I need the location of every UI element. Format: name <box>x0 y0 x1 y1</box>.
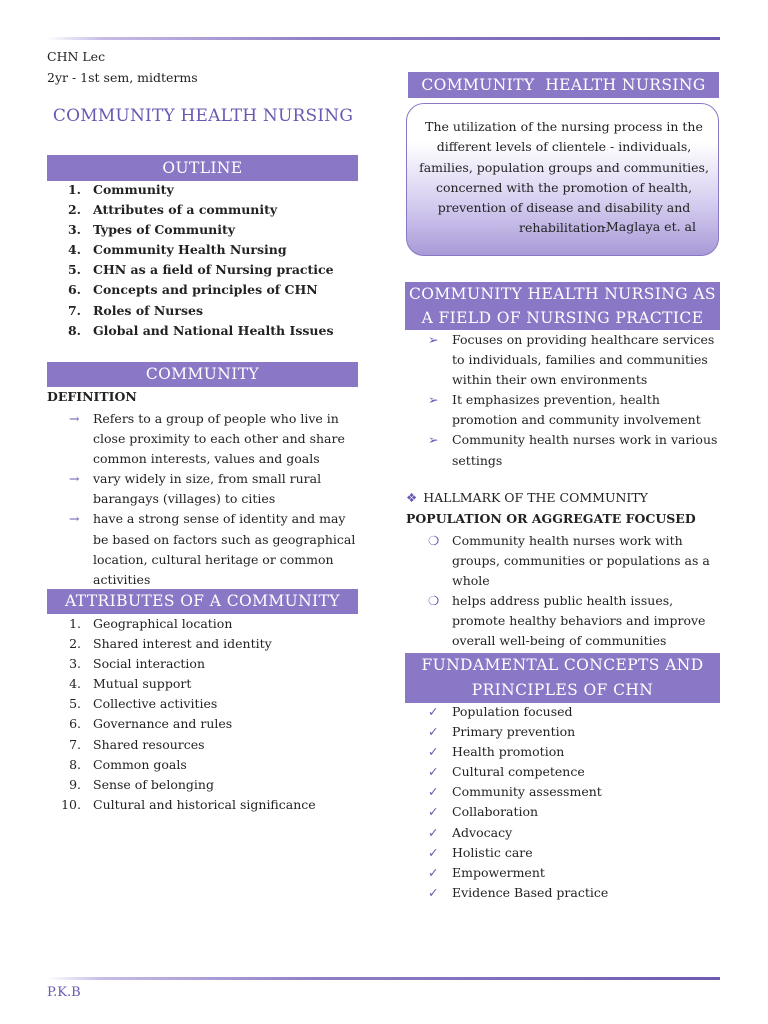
chn-definition-text: The utilization of the nursing process in the different levels of clientele - individuals, families, population groups and communities, concerned with the promotion of health, prevention of disease and disability and rehabilitation. <box>419 119 709 236</box>
outline-list <box>47 180 367 341</box>
attribute-item: 7. Shared resources <box>69 736 205 752</box>
field-heading-line2: A FIELD OF NURSING PRACTICE <box>421 309 704 327</box>
hallmark-bullet: ❍ helps address public health issues, promote healthy behaviors and improve overall well-being of communities <box>428 593 706 649</box>
check-icon: ✓ <box>428 784 439 800</box>
concepts-heading-line1: FUNDAMENTAL CONCEPTS AND <box>421 656 704 674</box>
hollow-circle-icon: ❍ <box>428 533 440 548</box>
field-heading <box>405 282 720 330</box>
right-arrow-icon: → <box>69 511 80 527</box>
outline-heading: OUTLINE <box>47 155 358 181</box>
term-label: 2yr - 1st sem, midterms <box>47 70 198 85</box>
bottom-divider <box>47 977 720 980</box>
field-heading-line1: COMMUNITY HEALTH NURSING AS <box>409 285 716 303</box>
concept-item: ✓ Collaboration <box>406 802 724 822</box>
footer-initials: P.K.B <box>47 985 81 1000</box>
population-subheading: POPULATION OR AGGREGATE FOCUSED <box>406 511 696 526</box>
top-divider <box>47 37 720 40</box>
attribute-item: 8. Common goals <box>69 756 187 772</box>
attribute-item: 4. Mutual support <box>69 676 192 692</box>
outline-item: 1. Community <box>67 182 174 197</box>
outline-item: 5. CHN as a field of Nursing practice <box>67 262 334 278</box>
triangle-arrow-icon: ➢ <box>428 432 439 448</box>
outline-item: 4. Community Health Nursing <box>67 242 287 258</box>
check-icon: ✓ <box>428 824 439 840</box>
four-diamond-icon: ❖ <box>406 490 418 505</box>
outline-item: 6. Concepts and principles of CHN <box>67 282 318 298</box>
outline-item: 8. Global and National Health Issues <box>67 322 334 338</box>
concepts-heading-line2: PRINCIPLES OF CHN <box>471 681 654 699</box>
right-arrow-icon: → <box>69 471 80 487</box>
outline-item: 2. Attributes of a community <box>67 202 278 218</box>
chn-heading: COMMUNITY HEALTH NURSING <box>408 72 719 98</box>
concept-item: ✓ Holistic care <box>406 843 724 863</box>
hallmark-bullet: ❍ Community health nurses work with groups, communities or populations as a whole <box>428 533 710 589</box>
check-icon: ✓ <box>428 744 439 760</box>
attribute-item: 10. Cultural and historical significance <box>61 796 316 812</box>
concept-item: ✓ Empowerment <box>406 863 724 883</box>
outline-item: 7. Roles of Nurses <box>67 302 204 318</box>
concept-item: ✓ Advocacy <box>406 823 724 843</box>
hallmark-list <box>406 531 724 652</box>
field-bullet: ➢ Focuses on providing healthcare services to individuals, families and communities within their own environments <box>428 332 715 388</box>
triangle-arrow-icon: ➢ <box>428 392 439 408</box>
triangle-arrow-icon: ➢ <box>428 332 439 347</box>
check-icon: ✓ <box>428 764 439 780</box>
hallmark-label: ❖ HALLMARK OF THE COMMUNITY <box>406 490 648 505</box>
concept-item: ✓ Cultural competence <box>406 762 724 782</box>
attribute-item: 3. Social interaction <box>69 656 206 672</box>
concept-item: ✓ Health promotion <box>406 742 724 762</box>
field-bullet: ➢ Community health nurses work in various settings <box>428 432 718 468</box>
definition-bullet: → have a strong sense of identity and may be based on factors such as geographical location, cultural heritage or common activities <box>69 511 356 587</box>
check-icon: ✓ <box>428 844 439 860</box>
attribute-item: 1. Geographical location <box>69 616 233 631</box>
concepts-heading <box>405 653 720 703</box>
attributes-list <box>47 614 367 815</box>
check-icon: ✓ <box>428 724 439 740</box>
hollow-circle-icon: ❍ <box>428 593 440 609</box>
field-list <box>406 330 724 471</box>
definition-label: DEFINITION <box>47 389 137 404</box>
attributes-heading: ATTRIBUTES OF A COMMUNITY <box>47 589 358 614</box>
definition-bullet: → Refers to a group of people who live in close proximity to each other and share common interests, values and goals <box>69 411 345 467</box>
attribute-item: 6. Governance and rules <box>69 716 233 732</box>
community-heading: COMMUNITY <box>47 362 358 387</box>
concepts-list <box>406 702 724 903</box>
course-label: CHN Lec <box>47 49 106 64</box>
concept-item: ✓ Population focused <box>406 702 724 722</box>
outline-item: 3. Types of Community <box>67 222 236 238</box>
check-icon: ✓ <box>428 864 439 880</box>
concept-item: ✓ Primary prevention <box>406 722 724 742</box>
chn-definition-box <box>406 103 719 256</box>
check-icon: ✓ <box>428 704 439 719</box>
chn-definition-author: -Maglaya et. al <box>601 219 696 234</box>
right-arrow-icon: → <box>69 411 80 426</box>
attribute-item: 2. Shared interest and identity <box>69 636 272 652</box>
attribute-item: 5. Collective activities <box>69 696 218 712</box>
check-icon: ✓ <box>428 884 439 900</box>
field-bullet: ➢ It emphasizes prevention, health promotion and community involvement <box>428 392 701 428</box>
page-title: COMMUNITY HEALTH NURSING <box>52 106 354 126</box>
attribute-item: 9. Sense of belonging <box>69 776 214 792</box>
community-definition-list <box>47 409 364 590</box>
check-icon: ✓ <box>428 804 439 820</box>
definition-bullet: → vary widely in size, from small rural barangays (villages) to cities <box>69 471 322 507</box>
concept-item: ✓ Community assessment <box>406 782 724 802</box>
concept-item: ✓ Evidence Based practice <box>406 883 724 903</box>
